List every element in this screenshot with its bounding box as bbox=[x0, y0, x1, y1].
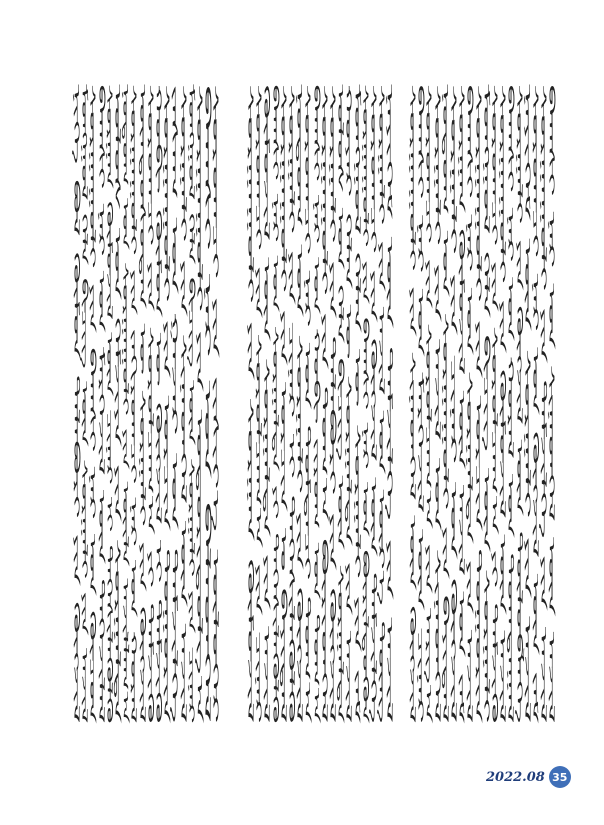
text-line-content: ᠤᠯᠤᠰ ᠤᠨ ᠬᠡᠮᠵᠢᠶᠡ ᠶᠢᠨ ᠰᠤᠷᠭᠠᠯᠲᠠ bbox=[113, 84, 122, 182]
text-line-content: ᠰᠤᠷᠭᠠᠭᠤᠯᠢ ᠶᠢᠨ ᠤᠳᠤᠷᠢᠳᠤᠯᠭ᠎ᠠ bbox=[195, 84, 204, 177]
text-line-content: ᠨᠤᠲᠤᠭ ᠤᠨ ᠰᠤᠷᠭᠠᠭᠤᠯᠢ ᠶᠢᠨ ᠪᠠᠶᠢᠳᠠᠯ bbox=[440, 84, 450, 191]
text-line-content: ᠰᠤᠷᠤᠭᠴᠢ ᠶᠢᠨ ᠵᠢᠰᠢᠶ᠎ᠡ ᠦᠯᠦᠬᠡᠷ bbox=[211, 84, 221, 177]
text-line-content: ᠰᠤᠷᠭᠠᠯᠢ ᠶᠢᠨ ᠲᠠᠯᠠᠪᠤᠷᠢ ᠶᠢᠨ ᠬᠦᠭᠵᠢᠯ bbox=[328, 84, 337, 182]
text-line-content: ᠰᠤᠷᠭᠠᠭᠤᠯᠢ ᠶᠢᠨ ᠣᠷᠴᠢᠨ ᠲᠣᠭᠣᠷᠢᠨ bbox=[162, 84, 172, 181]
text-column-left bbox=[72, 84, 222, 744]
text-line-content: ᠰᠤᠷᠭᠠᠨ ᠬᠦᠮᠦᠵᠢᠯ ᠦᠨ ᠠᠵᠢᠯ ᠤᠨ ᠵᠠᠮ bbox=[457, 84, 467, 192]
text-line-content: ᠤᠯᠤᠰ ᠤᠨ ᠬᠡᠯᠡ ᠪᠢᠴᠢᠭ ᠦᠨ ᠰᠤᠷᠭᠠᠯᠲᠠ bbox=[336, 84, 346, 198]
text-line-content: ᠰᠤᠷᠤᠭᠴᠢ ᠶᠢᠨ ᠰᠤᠷᠤᠯᠴᠠᠭ᠎ᠠ ᠶᠢᠨ ᠴᠢᠨᠠᠷ bbox=[254, 84, 264, 193]
text-line-content: ᠰᠤᠷᠭᠠᠯᠢ ᠶᠢᠨ ᠠᠵᠢᠯ ᠤᠨ ᠰᠢᠨᠡᠳᠬᠡᠯ bbox=[432, 84, 442, 181]
text-line-content: ᠰᠤᠷᠭᠠᠨ ᠬᠦᠮᠦᠵᠢᠯ ᠦᠨ ᠴᠢᠨᠠᠷ ᠢ ᠳᠡᠭᠡᠰᠢᠯᠡᠭᠦᠯᠬᠦ bbox=[104, 84, 114, 217]
text-line-content: ᠰᠤᠷᠭᠠᠯᠢ ᠶᠢᠨ ᠠᠵᠢᠯ ᠤᠨ ᠦᠷ᠎ᠡ ᠳᠦᠩ bbox=[377, 84, 387, 195]
text-line-content: ᠰᠤᠷᠤᠭᠴᠢ ᠶᠢᠨ ᠰᠤᠷᠤᠯᠴᠠᠭ᠎ᠠ ᠶᠢ ᠳᠡᠮᠵᠢᠬᠦ bbox=[490, 84, 499, 196]
text-line-content: ᠰᠤᠷᠭᠠᠯᠢ ᠶᠢᠨ ᠰᠢᠨᠡᠳᠬᠡᠯ ᠦᠨ ᠠᠵᠢᠯ bbox=[178, 84, 188, 183]
text-line-content: ᠮᠣᠩᠭᠣᠯ ᠬᠡᠯᠡ ᠪᠢᠴᠢᠭ ᠦᠨ ᠰᠤᠷᠭᠠᠯᠢ ᠶᠢᠨ ᠴᠢᠨᠠᠷ bbox=[186, 84, 196, 215]
text-line-content: ᠪᠠᠭᠰᠢ ᠨᠠᠷ ᠤᠨ ᠬᠤᠷᠠᠯ ᠤᠨ ᠲᠣᠭᠲᠠᠭᠠᠯ bbox=[506, 84, 516, 195]
text-line-content: ᠨᠡᠶᠢᠭᠡᠮ ᠦᠨ ᠳᠡᠮᠵᠢᠯᠭᠡ ᠶᠢᠨ ᠠᠵᠢᠯ bbox=[385, 84, 395, 177]
text-line-content: ᠨᠢᠭᠡ ᠪᠣᠯ ᠬᠦᠮᠦᠨ ᠲᠠᠯᠠᠪᠤᠷᠢ ᠶᠢᠨ ᠬᠦᠭᠵᠢᠯ bbox=[72, 84, 81, 193]
text-line-content: ᠰᠤᠷᠭᠠᠭᠤᠯᠢ ᠶᠢᠨ ᠲᠣᠭ᠎ᠠ ᠪᠦᠷᠢᠳᠭᠡᠯ bbox=[319, 84, 329, 184]
text-line-content: ᠰᠤᠷᠭᠠᠭᠤᠯᠢ ᠶᠢᠨ ᠣᠷᠴᠢᠨ ᠤ ᠪᠠᠶᠢᠳᠠᠯ bbox=[278, 84, 288, 185]
page-footer bbox=[486, 766, 571, 788]
text-column-middle bbox=[246, 84, 396, 744]
text-line-content: ᠪᠠᠭᠰᠢ ᠨᠠᠷ ᠤᠨ ᠰᠤᠷᠭᠠᠯᠲᠠ ᠶᠢᠨ ᠠᠵᠢᠯ bbox=[465, 84, 475, 189]
text-line-content: ᠰᠤᠷᠭᠠᠭᠤᠯᠢ ᠶᠢᠨ ᠳᠡᠮᠵᠢᠯᠭᠡ ᠶᠢᠨ ᠠᠵᠢᠯ bbox=[539, 84, 549, 186]
text-line-content: ᠪᠠᠭᠰᠢ ᠨᠠᠷ ᠤᠨ ᠰᠢᠨᠡᠳᠬᠡᠯ ᠦᠨ ᠠᠵᠢᠯ bbox=[547, 84, 557, 191]
text-line-content: ᠰᠤᠷᠤᠭᠴᠢ ᠨᠠᠷ ᠤᠨ ᠬᠦᠭᠵᠢᠯ ᠦᠨ ᠵᠠᠮ bbox=[531, 84, 540, 189]
text-line-content: ᠰᠤᠷᠭᠠᠯᠢ ᠶᠢᠨ ᠴᠢᠨᠠᠷ ᠢ ᠳᠡᠭᠡᠰᠢᠯᠡᠭᠦᠯᠬᠦ bbox=[287, 84, 296, 188]
text-line-content: ᠰᠤᠷᠭᠠᠯᠢ ᠶᠢᠨ ᠴᠢᠨᠠᠷ ᠤᠨ ᠬᠦᠭᠵᠢᠯ bbox=[449, 84, 458, 175]
text-line-content: ᠮᠣᠩᠭᠣᠯ ᠬᠡᠯᠡᠨ ᠦ ᠰᠤᠷᠭᠠᠯᠢ ᠶᠢᠨ ᠵᠠᠮ bbox=[352, 84, 362, 184]
text-line-content: ᠬᠦᠮᠦᠵᠢᠯ ᠦᠨ ᠰᠤᠷᠭᠠᠯᠲᠠ ᠶᠢᠨ ᠠᠵᠢᠯ bbox=[262, 84, 272, 185]
text-line-content: ᠨᠤᠲᠤᠭ ᠤᠨ ᠰᠤᠷᠭᠠᠭᠤᠯᠢ ᠶᠢᠨ ᠦᠢᠯᠡ ᠠᠵᠢᠯᠯᠠᠭ᠎ᠠ bbox=[121, 84, 131, 221]
text-line-content: ᠮᠣᠩᠭᠣᠯ ᠬᠡᠯᠡ ᠪᠢᠴᠢᠭ ᠦᠨ ᠰᠤᠷᠭᠠᠯᠢ bbox=[481, 84, 491, 185]
text-line-content: ᠦᠨᠳᠦᠰᠦᠲᠡᠨ ᠦ ᠰᠤᠷᠭᠠᠯᠢ ᠶᠢᠨ ᠬᠦᠭᠵᠢᠯ bbox=[137, 84, 147, 197]
text-line-content: ᠰᠤᠷᠭᠠᠭᠤᠯᠢ ᠶᠢᠨ ᠪᠠᠭᠰᠢ ᠨᠠᠷ ᠤᠨ ᠬᠦᠴᠦᠨ bbox=[88, 84, 98, 198]
text-line bbox=[211, 84, 225, 734]
text-line-content: ᠬᠤᠪᠢ ᠬᠦᠮᠦᠨ ᠦ ᠬᠦᠭᠵᠢᠯ ᠢ ᠳᠡᠮᠵᠢᠬᠦ bbox=[154, 84, 163, 192]
text-line bbox=[547, 84, 561, 734]
text-line bbox=[385, 84, 399, 734]
text-line-content: ᠰᠤᠷᠤᠭᠴᠢ ᠶᠢᠨ ᠰᠤᠷᠤᠯᠴᠠᠭ᠎ᠠ ᠶᠢᠨ ᠠᠷᠭ᠎ᠠ bbox=[424, 84, 434, 198]
text-line-content: ᠰᠤᠷᠤᠭᠴᠢ ᠶᠢᠨ ᠰᠤᠷᠤᠯᠴᠠᠭ᠎ᠠ ᠶᠢ ᠳᠡᠮᠵᠢᠬᠦ bbox=[145, 84, 155, 196]
page-number-badge: 35 bbox=[549, 766, 571, 788]
text-line-content: ᠨᠡᠶᠢᠭᠡᠮ ᠦᠨ ᠰᠤᠷᠭᠠᠯᠢ ᠶᠢᠨ ᠠᠵᠢᠯ bbox=[522, 84, 532, 176]
text-line-content: ᠰᠤᠷᠭᠠᠯᠢ ᠶᠢᠨ ᠬᠦᠭᠵᠢᠯ ᠦᠨ ᠲᠥᠯᠥᠪᠯᠡᠭᠡ bbox=[514, 84, 524, 195]
text-line-content: ᠰᠤᠷᠭᠠᠭᠤᠯᠢ ᠶᠢᠨ ᠵᠠᠬᠢᠷᠤᠭᠴᠢ ᠨᠠᠷ ᠤᠨ ᠬᠤᠷᠠᠯ bbox=[129, 84, 139, 207]
text-line-content: ᠰᠤᠷᠭᠠᠭᠤᠯᠢ ᠶᠢᠨ ᠬᠦᠮᠦᠵᠢᠯ ᠦᠨ ᠠᠵᠢᠯ bbox=[498, 84, 508, 190]
text-line-content: ᠰᠤᠷᠭᠠᠭᠤᠯᠢ ᠶᠢᠨ ᠰᠤᠷᠭᠠᠨ ᠬᠦᠮᠦᠵᠢᠯ bbox=[246, 84, 255, 180]
text-line-content: ᠨᠤᠲᠤᠭ ᠤᠨ ᠰᠤᠷᠭᠠᠯᠢ ᠶᠢᠨ ᠬᠦᠭᠵᠢᠯ bbox=[295, 84, 305, 181]
text-line-content: ᠰᠤᠷᠭᠠᠭᠤᠯᠢ ᠶᠢᠨ ᠪᠠᠭᠰᠢ ᠨᠠᠷ ᠤᠨ ᠪᠦᠷᠢᠯᠳᠦᠭᠦᠨ bbox=[360, 84, 370, 213]
text-line-content: ᠮᠤᠩᠭᠤᠯ ᠬᠡᠯᠡ ᠪᠢᠴᠢᠭ ᠦᠨ ᠰᠤᠷᠭᠠᠯᠢ ᠶᠢᠨ ᠠᠵᠢᠯ bbox=[80, 84, 90, 214]
text-line-content: ᠪᠠᠭᠰᠢ ᠨᠠᠷ ᠤᠨ ᠮᠡᠷᠭᠡᠵᠢᠯ ᠦᠨ ᠴᠢᠨᠠᠷ bbox=[416, 84, 426, 188]
text-line-content: ᠪᠠᠭᠰᠢ ᠨᠠᠷ ᠤᠨ ᠮᠡᠷᠭᠡᠵᠢᠯ ᠦᠨ ᠳᠡᠭᠡᠵᠢᠯᠡᠯ bbox=[96, 84, 106, 198]
text-line-content: ᠪᠠᠭᠰᠢ ᠨᠠᠷ ᠤᠨ ᠰᠤᠷᠭᠠᠯᠲᠠ ᠶᠢ ᠳᠡᠭᠡᠰᠢᠯᠡᠭᠦᠯᠬᠦ bbox=[270, 84, 280, 209]
text-line-content: ᠰᠤᠷᠭᠠᠭᠤᠯᠢ ᠶᠢᠨ ᠣᠷᠴᠢᠨ ᠲᠣᠭᠣᠷᠢᠨ bbox=[473, 84, 483, 181]
text-line-content: ᠰᠤᠷᠤᠭᠴᠢ ᠨᠠᠷ ᠤᠨ ᠳᠤᠮᠳᠠᠴᠢ ᠲᠤᠭ᠎ᠠ bbox=[303, 84, 313, 190]
text-line-content: ᠬᠤᠶᠠᠷ ᠬᠡᠯᠡᠨ ᠦ ᠰᠤᠷᠭᠠᠯᠲᠠ ᠶᠢᠨ ᠠᠵᠢᠯ bbox=[344, 84, 354, 190]
issue-label: 2022.08 bbox=[486, 769, 545, 785]
text-line-content: ᠵᠠᠰᠠᠭ ᠤᠨ ᠭᠠᠵᠠᠷ ᠤᠨ ᠳᠡᠮᠵᠢᠯᠭᠡ bbox=[170, 84, 180, 176]
text-column-right bbox=[408, 84, 558, 744]
text-line-content: ᠰᠤᠷᠤᠭᠴᠢ ᠶᠢᠨ ᠬᠦᠭᠵᠢᠯ ᠦᠨ ᠳᠡᠮᠵᠢᠯᠭᠡ bbox=[369, 84, 378, 191]
text-line-content: ᠰᠤᠷᠭᠠᠭᠤᠯᠢ ᠶᠢᠨ ᠰᠢᠨᠡᠳᠬᠡᠯ ᠦᠨ ᠬᠦᠭᠵᠢᠯ bbox=[408, 84, 417, 197]
text-line-content: ᠪᠠᠭᠰᠢ ᠨᠠᠷ ᠤᠨ ᠪᠡᠯᠡᠳᠬᠡᠯ bbox=[203, 84, 213, 156]
text-line-content: ᠪᠠᠭᠰᠢ ᠨᠠᠷ ᠤᠨ ᠬᠤᠪᠢ ᠵᠢᠷᠤᠭ ᠤᠨ ᠲᠤᠭ᠎ᠠ bbox=[311, 84, 321, 207]
